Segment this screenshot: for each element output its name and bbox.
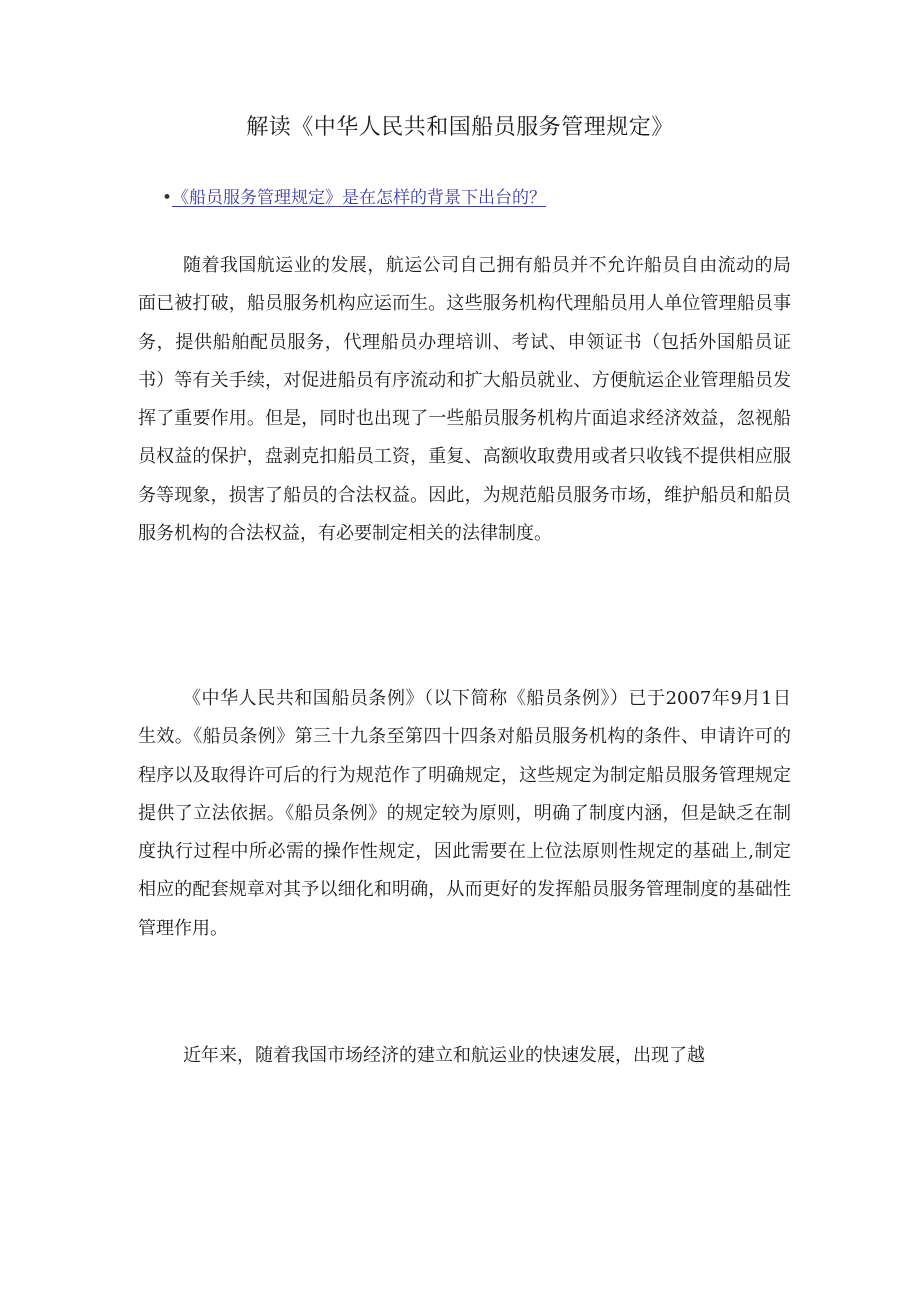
toc-link-background[interactable]: 《船员服务管理规定》是在怎样的背景下出台的？ [172, 188, 547, 208]
document-title: 解读《中华人民共和国船员服务管理规定》 [246, 115, 674, 140]
paragraph-legal-basis: 《中华人民共和国船员条例》（以下简称《船员条例》）已于2007年9月1日生效。《船员条例》第三十九条至第四十四条对船员服务机构的条件、申请许可的程序以及取得许可后的行为规范作了明确规定，这些规定为制定船员服务管理规定提供了立法依据。《船员条例》的规定较为原则，明确了制度内涵，但是缺乏在制度执行过程中所必需的操作性规定，因此需要在上位法原则性规定的基础上,制定相应的配套规章对其予以细化和明确，从而更好的发挥船员服务管理制度的基础性管理作用。 [138, 688, 791, 939]
bullet-icon: • [162, 188, 173, 208]
toc-item [162, 183, 546, 208]
paragraph-recent-years: 近年来，随着我国市场经济的建立和航运业的快速发展，出现了越 [183, 1045, 705, 1066]
paragraph-background: 随着我国航运业的发展，航运公司自己拥有船员并不允许船员自由流动的局面已被打破，船员服务机构应运而生。这些服务机构代理船员用人单位管理船员事务，提供船舶配员服务，代理船员办理培训、考试、申领证书（包括外国船员证书）等有关手续，对促进船员有序流动和扩大船员就业、方便航运企业管理船员发挥了重要作用。但是，同时也出现了一些船员服务机构片面追求经济效益，忽视船员权益的保护，盘剥克扣船员工资，重复、高额收取费用或者只收钱不提供相应服务等现象，损害了船员的合法权益。因此，为规范船员服务市场，维护船员和船员服务机构的合法权益，有必要制定相关的法律制度。 [138, 255, 791, 545]
